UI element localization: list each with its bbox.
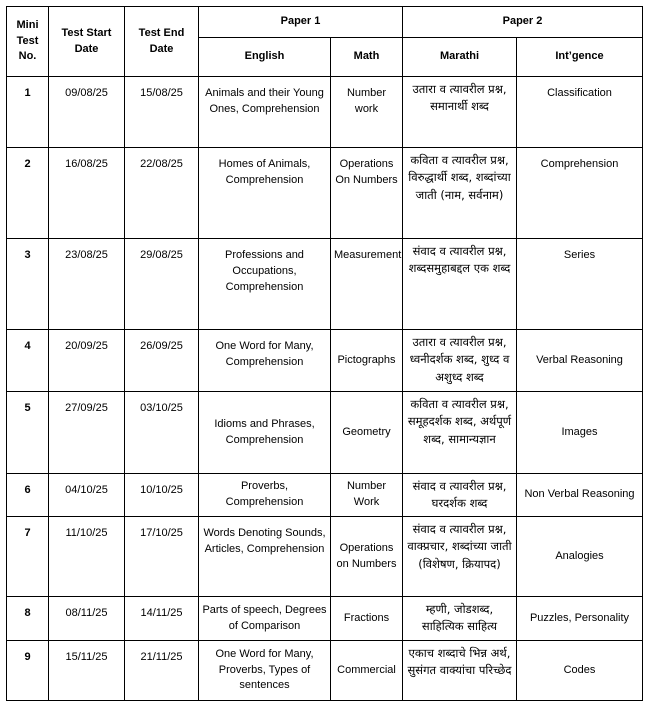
cell-english: Parts of speech, Degrees of Comparison (199, 597, 331, 641)
table-row (7, 641, 643, 701)
cell-math: Operations on Numbers (331, 517, 403, 597)
cell-marathi: संवाद व त्यावरील प्रश्न, वाक्प्रचार, शब्दांच्या जाती (विशेषण, क्रियापद) (403, 517, 517, 597)
cell-end-date: 03/10/25 (125, 392, 199, 474)
cell-test-no: 3 (7, 239, 49, 330)
cell-test-no: 5 (7, 392, 49, 474)
table-row (7, 392, 643, 474)
cell-english: Homes of Animals, Comprehension (199, 148, 331, 239)
header-marathi: Marathi (403, 38, 517, 77)
cell-marathi: उतारा व त्यावरील प्रश्न, ध्वनीदर्शक शब्द, शुध्द व अशुध्द शब्द (403, 330, 517, 392)
cell-english: One Word for Many, Comprehension (199, 330, 331, 392)
header-test-start-date: Test Start Date (49, 7, 125, 77)
cell-intgence: Comprehension (517, 148, 643, 239)
cell-test-no: 6 (7, 474, 49, 517)
cell-start-date: 23/08/25 (49, 239, 125, 330)
cell-intgence: Images (517, 392, 643, 474)
cell-marathi: कविता व त्यावरील प्रश्न, विरुद्धार्थी शब्द, शब्दांच्या जाती (नाम, सर्वनाम) (403, 148, 517, 239)
table-row (7, 597, 643, 641)
cell-math: Number Work (331, 474, 403, 517)
cell-start-date: 27/09/25 (49, 392, 125, 474)
header-intgence: Int’gence (517, 38, 643, 77)
cell-math: Commercial (331, 641, 403, 701)
cell-intgence: Series (517, 239, 643, 330)
cell-english: Animals and their Young Ones, Comprehension (199, 77, 331, 148)
cell-end-date: 29/08/25 (125, 239, 199, 330)
cell-marathi: संवाद व त्यावरील प्रश्न, शब्दसमुहाबद्दल एक शब्द (403, 239, 517, 330)
cell-intgence: Analogies (517, 517, 643, 597)
cell-test-no: 4 (7, 330, 49, 392)
cell-end-date: 14/11/25 (125, 597, 199, 641)
header-english: English (199, 38, 331, 77)
cell-intgence: Codes (517, 641, 643, 701)
cell-test-no: 1 (7, 77, 49, 148)
cell-math: Measurement (331, 239, 403, 330)
table-row (7, 474, 643, 517)
header-test-end-date: Test End Date (125, 7, 199, 77)
cell-end-date: 26/09/25 (125, 330, 199, 392)
cell-english: One Word for Many, Proverbs, Types of sentences (199, 641, 331, 701)
cell-test-no: 7 (7, 517, 49, 597)
cell-start-date: 04/10/25 (49, 474, 125, 517)
cell-intgence: Classification (517, 77, 643, 148)
table-row (7, 77, 643, 148)
cell-intgence: Non Verbal Reasoning (517, 474, 643, 517)
table-row (7, 239, 643, 330)
cell-math: Pictographs (331, 330, 403, 392)
cell-test-no: 2 (7, 148, 49, 239)
cell-intgence: Verbal Reasoning (517, 330, 643, 392)
cell-start-date: 09/08/25 (49, 77, 125, 148)
cell-start-date: 08/11/25 (49, 597, 125, 641)
cell-test-no: 8 (7, 597, 49, 641)
table-row (7, 517, 643, 597)
header-math: Math (331, 38, 403, 77)
table-row (7, 330, 643, 392)
cell-end-date: 17/10/25 (125, 517, 199, 597)
cell-start-date: 11/10/25 (49, 517, 125, 597)
cell-marathi: म्हणी, जोडशब्द, साहित्यिक साहित्य (403, 597, 517, 641)
cell-end-date: 21/11/25 (125, 641, 199, 701)
cell-marathi: उतारा व त्यावरील प्रश्न, समानार्थी शब्द (403, 77, 517, 148)
cell-end-date: 15/08/25 (125, 77, 199, 148)
cell-marathi: कविता व त्यावरील प्रश्न, समूहदर्शक शब्द, अर्थपूर्ण शब्द, सामान्यज्ञान (403, 392, 517, 474)
cell-marathi: संवाद व त्यावरील प्रश्न, घरदर्शक शब्द (403, 474, 517, 517)
header-mini-test-no: Mini Test No. (7, 7, 49, 77)
mini-test-schedule-table (6, 6, 643, 701)
cell-start-date: 15/11/25 (49, 641, 125, 701)
cell-math: Fractions (331, 597, 403, 641)
cell-test-no: 9 (7, 641, 49, 701)
cell-math: Number work (331, 77, 403, 148)
header-paper-2: Paper 2 (403, 7, 643, 38)
cell-english: Proverbs, Comprehension (199, 474, 331, 517)
cell-start-date: 20/09/25 (49, 330, 125, 392)
cell-english: Idioms and Phrases, Comprehension (199, 392, 331, 474)
header-paper-1: Paper 1 (199, 7, 403, 38)
cell-intgence: Puzzles, Personality (517, 597, 643, 641)
cell-end-date: 22/08/25 (125, 148, 199, 239)
cell-math: Geometry (331, 392, 403, 474)
cell-marathi: एकाच शब्दाचे भिन्न अर्थ, सुसंगत वाक्यांचा परिच्छेद (403, 641, 517, 701)
cell-start-date: 16/08/25 (49, 148, 125, 239)
cell-math: Operations On Numbers (331, 148, 403, 239)
table-row (7, 148, 643, 239)
cell-end-date: 10/10/25 (125, 474, 199, 517)
cell-english: Words Denoting Sounds, Articles, Comprehension (199, 517, 331, 597)
cell-english: Professions and Occupations, Comprehension (199, 239, 331, 330)
